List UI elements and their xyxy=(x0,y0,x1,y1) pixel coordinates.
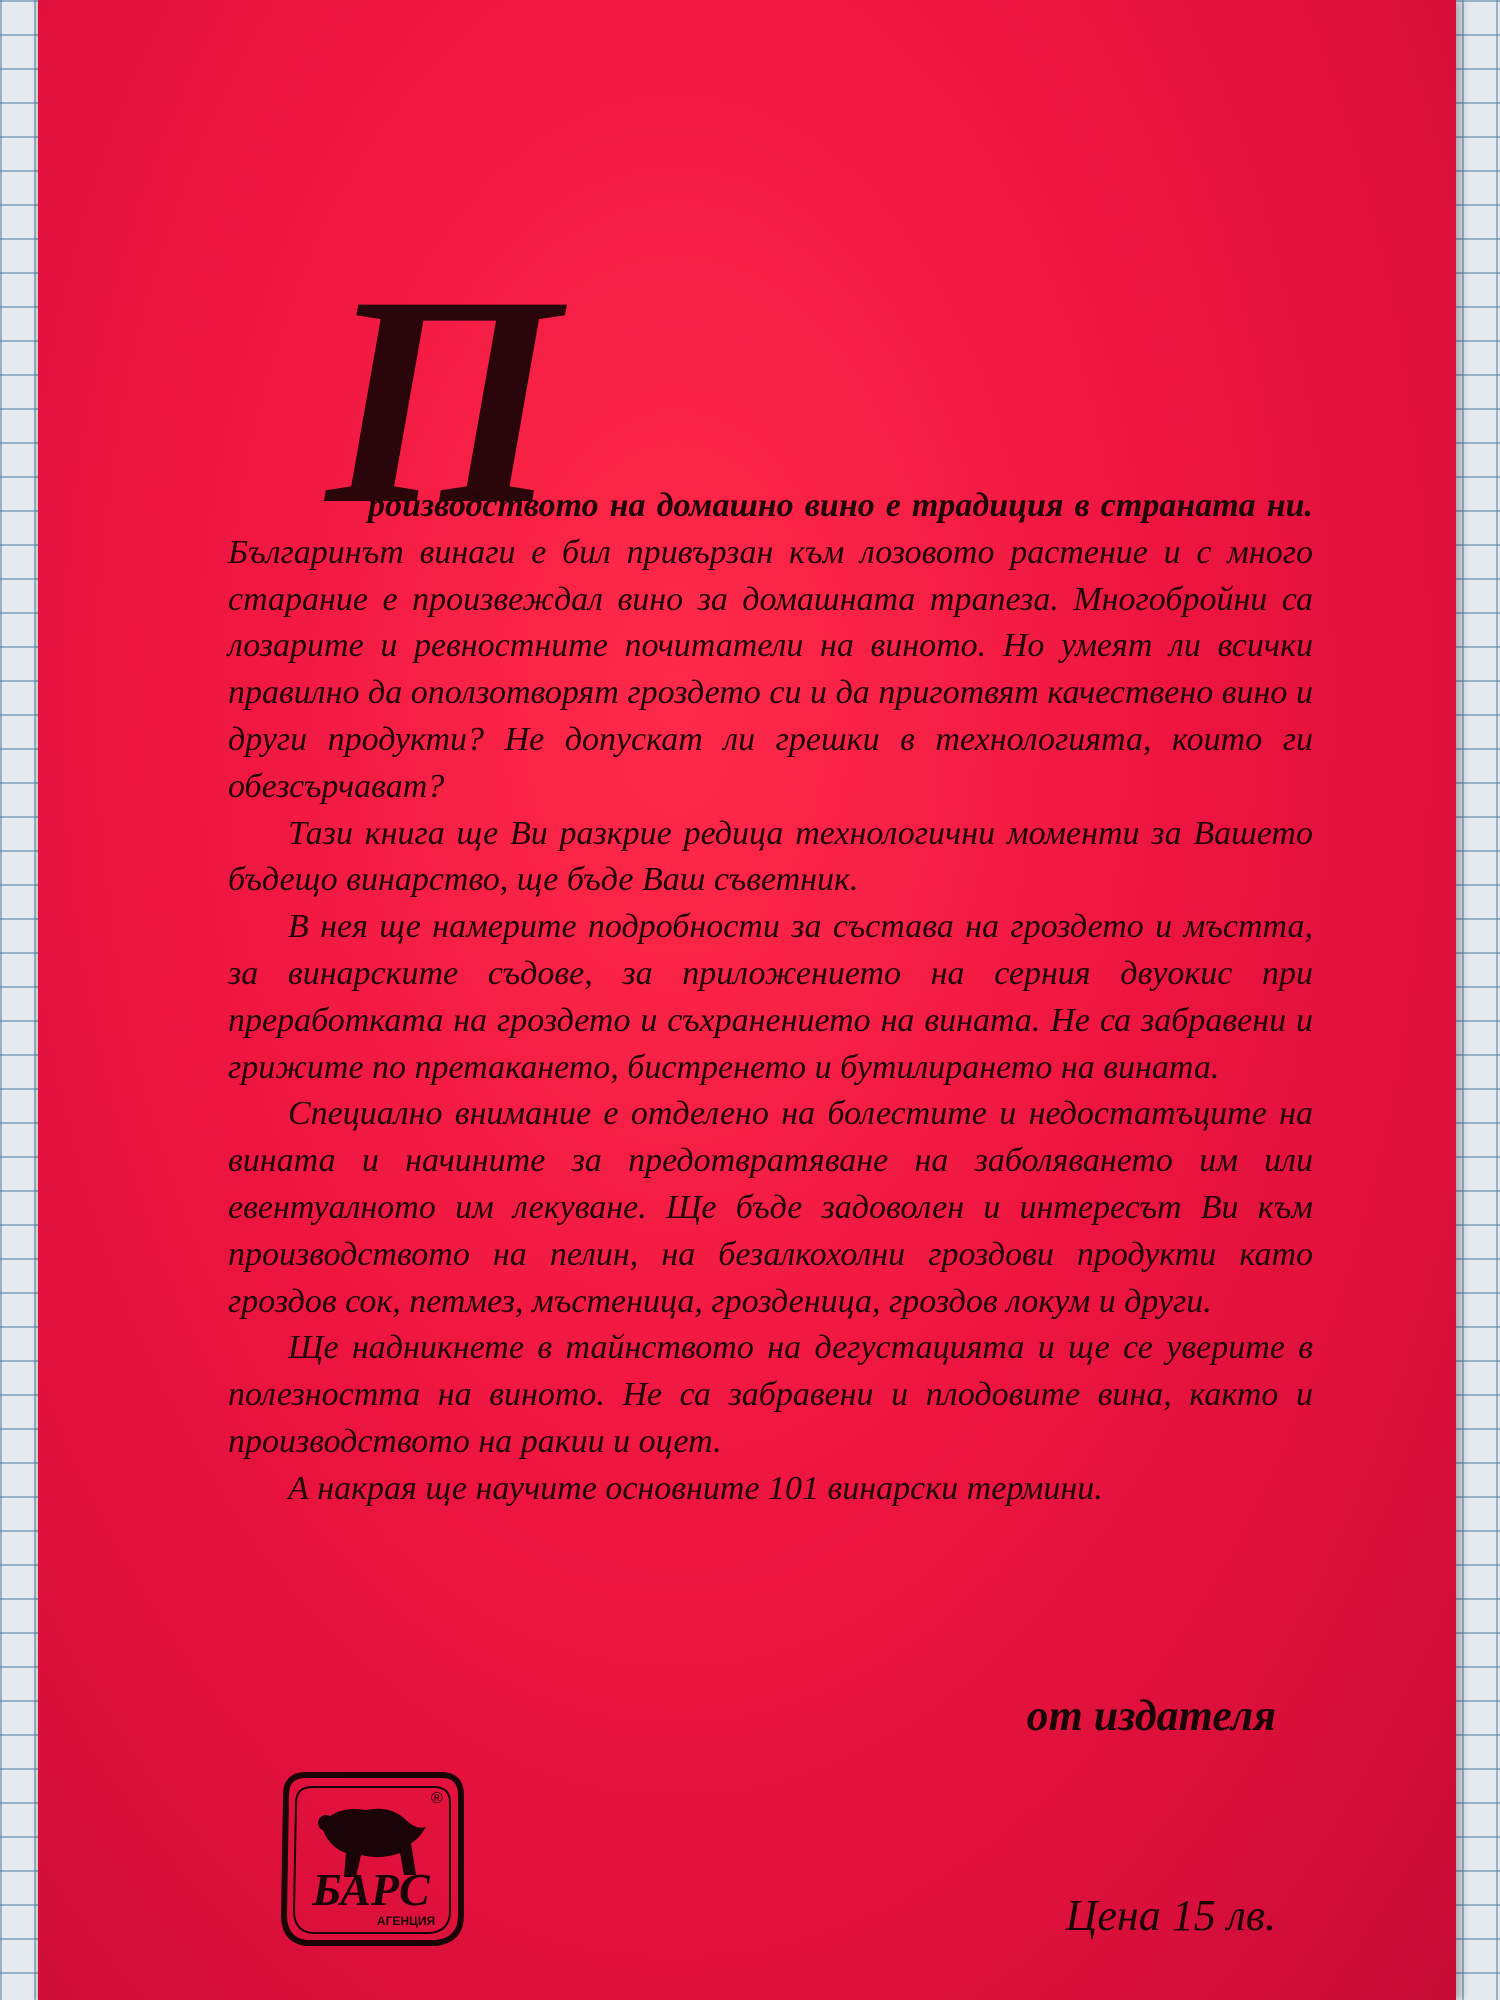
blurb-paragraph: В нея ще намерите подробности за състава на гроздето и мъстта, за винарските съдове, за приложението на серния двуокис при преработката на гроздето и съхранението на вината. Не са забравени и грижите по претакането, бистренето и бутилирането на вината. xyxy=(228,908,1313,1086)
drop-cap-letter: П xyxy=(326,234,556,566)
logo-subtitle-text: АГЕНЦИЯ xyxy=(376,1914,436,1928)
cover-blurb xyxy=(228,483,1313,1513)
price-label: Цена 15 лв. xyxy=(1065,1891,1276,1940)
logo-registered-mark: ® xyxy=(431,1790,443,1807)
blurb-paragraph-1-rest: Българинът винаги е бил привързан към лозовото растение и с много старание е произвеждал вино за домашната трапеза. Многобройни са лозарите и ревностните почитатели на виното. Но умеят ли всички правилно да оползотворят гроздето си и да приготвят качествено вино и други продукти? Не допускат ли грешки в технологията, които ги обезсърчават? xyxy=(228,533,1313,805)
logo-brand-text: БАРС xyxy=(312,1864,430,1915)
blurb-paragraph: Тази книга ще Ви разкрие редица технологични моменти за Вашето бъдещо винарство, ще бъде Ваш съветник. xyxy=(228,814,1313,899)
blurb-paragraph: Специално внимание е отделено на болестите и недостатъците на вината и начините за предотвратяване на заболяването им или евентуалното им лекуване. Ще бъде задоволен и интересът Ви към производството на пелин, на безалкохолни гроздови продукти като гроздов сок, петмез, мъстеница, грозденица, гроздов локум и други. xyxy=(228,1095,1313,1320)
book-back-cover xyxy=(38,0,1456,2000)
blurb-paragraph: А накрая ще научите основните 101 винарски термини. xyxy=(288,1469,1103,1507)
bars-agency-logo xyxy=(266,1765,476,1955)
publisher-signature: от издателя xyxy=(1026,1691,1276,1740)
blurb-paragraph-1 xyxy=(228,483,1313,811)
blurb-paragraph: Ще надникнете в тайнството на дегустацията и ще се уверите в полезността на виното. Не са забравени и плодовите вина, както и производството на ракии и оцет. xyxy=(228,1329,1313,1460)
blurb-lead-text: роизводството на домашно вино е традиция в страната ни. xyxy=(368,487,1313,524)
